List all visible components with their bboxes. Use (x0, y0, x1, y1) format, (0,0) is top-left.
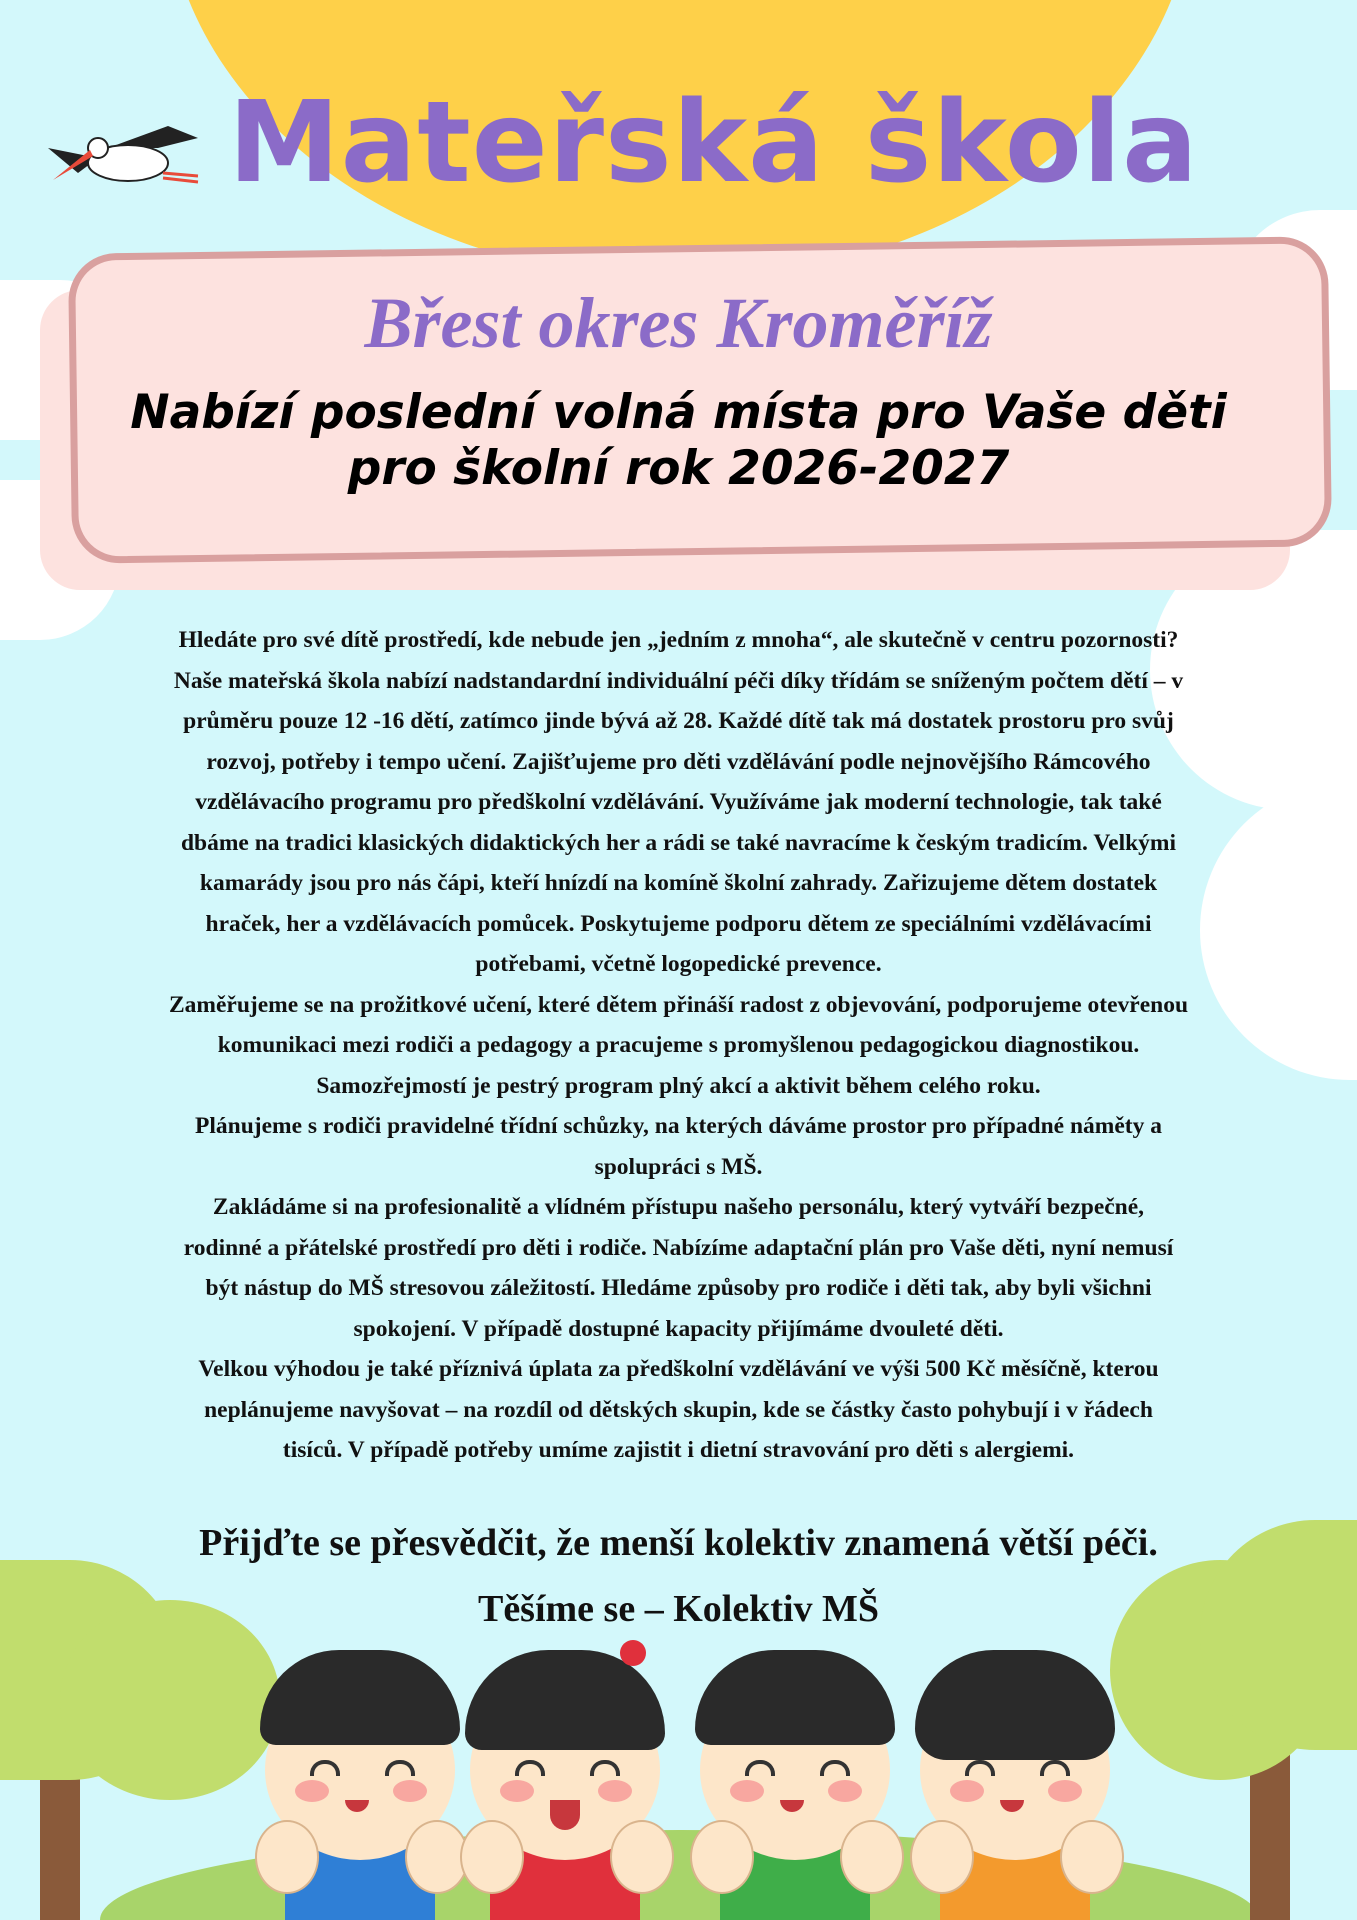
body-line: rozvoj, potřeby i tempo učení. Zajišťujeme pro děti vzdělávání podle nejnovějšího Rámcového (206, 748, 1151, 775)
body-line: Zaměřujeme se na prožitkové učení, které dětem přináší radost z objevování, podporujeme otevřenou (168, 991, 1189, 1018)
body-line: Hledáte pro své dítě prostředí, kde nebude jen „jedním z mnoha“, ale skutečně v centru pozornosti? (178, 627, 1179, 653)
body-line: kamarády jsou pro nás čápi, kteří hnízdí na komíně školní zahrady. Zařizujeme dětem dostatek (199, 870, 1158, 896)
body-line: Naše mateřská škola nabízí nadstandardní individuální péči díky třídám se sníženým počtem dětí – v (173, 667, 1184, 694)
subtitle: Břest okres Kroměříž (364, 283, 993, 363)
offer-text (0, 385, 1357, 497)
offer-line: pro školní rok 2026-2027 (347, 441, 1010, 496)
body-line: dbáme na tradici klasických didaktických her a rádi se také navracíme k českým tradicím. Velkými (180, 829, 1177, 856)
body-line: spolupráci s MŠ. (594, 1153, 763, 1180)
tree (60, 1600, 280, 1800)
child-illustration (265, 1650, 455, 1850)
offer-line: Nabízí poslední volná místa pro Vaše děti (130, 385, 1227, 440)
body-line: potřebami, včetně logopedické prevence. (475, 951, 882, 977)
closing-line: Těšíme se – Kolektiv MŠ (477, 1588, 880, 1630)
closing-line: Přijďte se přesvědčit, že menší kolektiv znamená větší péči. (199, 1522, 1158, 1564)
body-line: komunikaci mezi rodiči a pedagogy a pracujeme s promyšlenou pedagogickou diagnostikou. (217, 1032, 1140, 1058)
body-line: rodinné a přátelské prostředí pro děti i rodiče. Nabízíme adaptační plán pro Vaše děti, nyní nemusí (183, 1234, 1174, 1261)
page-title: Mateřská škola (228, 78, 1199, 208)
body-line: spokojení. V případě dostupné kapacity přijímáme dvouleté děti. (353, 1315, 1004, 1342)
body-line: být nástup do MŠ stresovou záležitostí. Hledáme způsoby pro rodiče i děti tak, aby byli všichni (205, 1275, 1152, 1301)
body-line: průměru pouze 12 -16 dětí, zatímco jinde bývá až 28. Každé dítě tak má dostatek prostoru pro svůj (183, 708, 1174, 734)
body-line: tisíců. V případě potřeby umíme zajistit i dietní stravování pro děti s alergiemi. (282, 1437, 1075, 1463)
child-illustration (700, 1650, 890, 1850)
body-line: neplánujeme navyšovat – na rozdíl od dětských skupin, kde se částky často pohybují i v řádech (204, 1396, 1153, 1423)
child-illustration (470, 1650, 660, 1850)
body-line: hraček, her a vzdělávacích pomůcek. Poskytujeme podporu dětem ze speciálními vzdělávacími (205, 910, 1152, 937)
child-illustration (920, 1650, 1110, 1850)
body-line: vzdělávacího programu pro předškolní vzdělávání. Využíváme jak moderní technologie, tak také (195, 789, 1162, 815)
body-text (0, 620, 1357, 1471)
body-line: Plánujeme s rodiči pravidelné třídní schůzky, na kterých dáváme prostor pro případné náměty a (194, 1113, 1163, 1139)
body-line: Zakládáme si na profesionalitě a vlídném přístupu našeho personálu, který vytváří bezpečné, (212, 1194, 1145, 1220)
body-line: Velkou výhodou je také příznivá úplata za předškolní vzdělávání ve výši 500 Kč měsíčně, kterou (198, 1356, 1159, 1382)
body-line: Samozřejmostí je pestrý program plný akcí a aktivit během celého roku. (316, 1072, 1041, 1099)
